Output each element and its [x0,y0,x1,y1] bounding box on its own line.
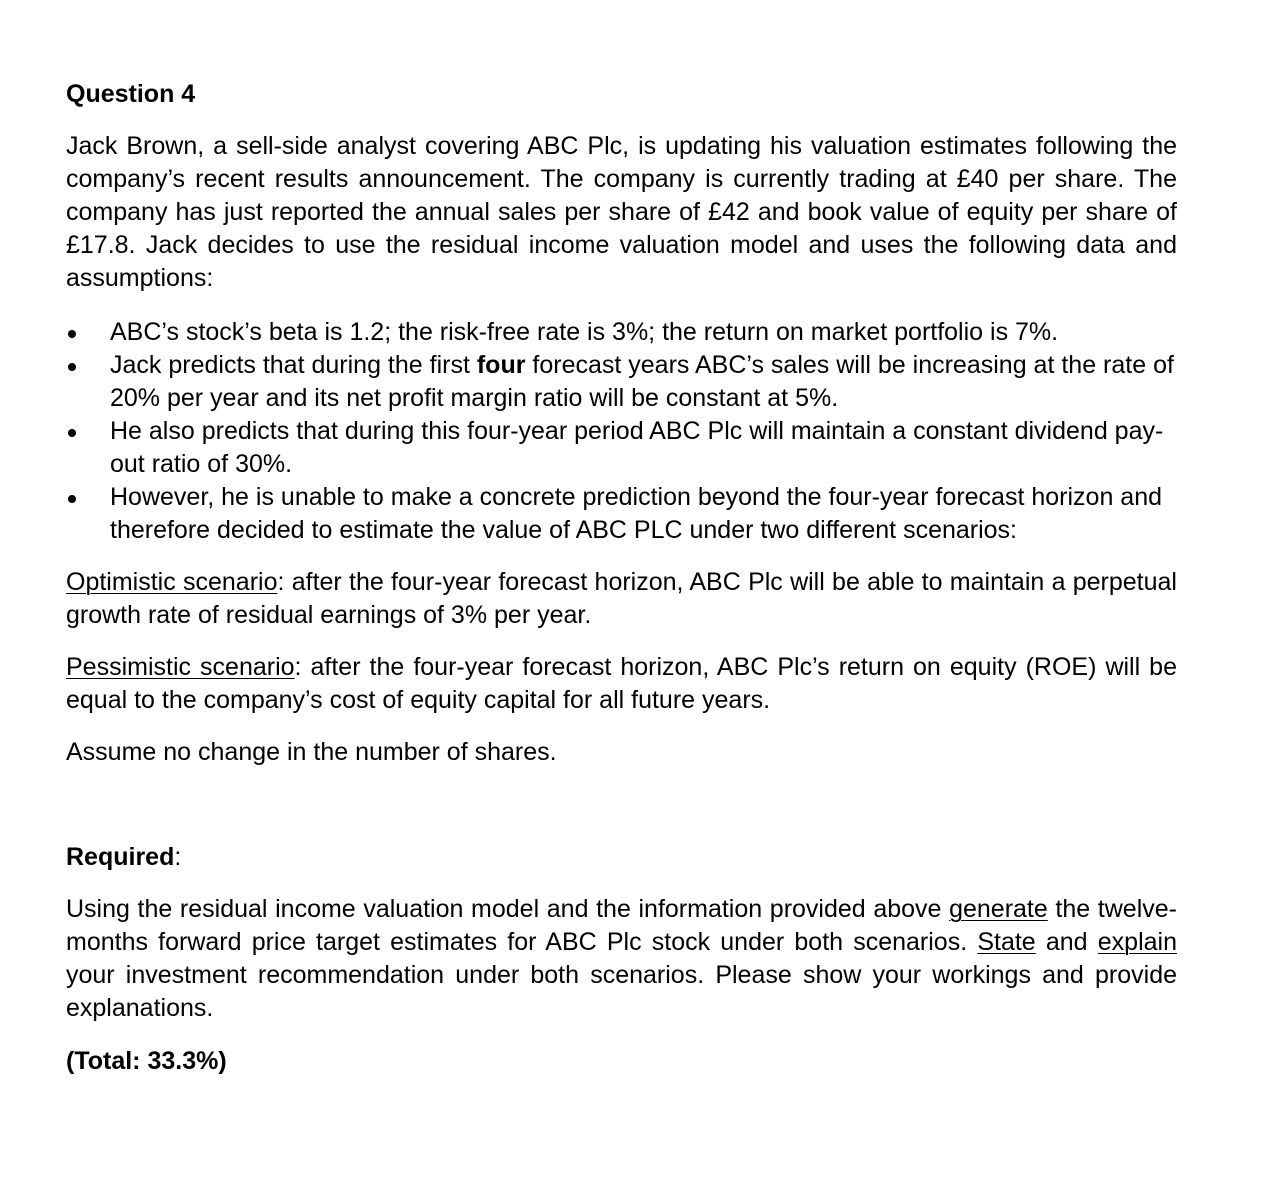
assumption-sales-growth-pre: Jack predicts that during the first [110,351,477,379]
required-text-4: your investment recommendation under both scenarios. Please show your workings and provide explanations. [66,961,1177,1022]
pessimistic-scenario [66,651,1177,717]
required-heading [66,841,1177,874]
assumption-sales-growth-post: forecast years ABC’s sales will be increasing at the rate of 20% per year and its net profit margin ratio will be constant at 5%. [110,351,1174,412]
question-document [66,78,1177,1078]
assumptions-list [66,316,1177,547]
optimistic-scenario [66,566,1177,632]
bullet-icon [68,495,76,503]
pessimistic-scenario-text: : after the four-year forecast horizon, ABC Plc’s return on equity (ROE) will be equal to the company’s cost of equity capital for all future years. [66,653,1177,714]
required-text-2: the twelve-months forward price target estimates for ABC Plc stock under both scenarios. [66,895,1177,956]
assumption-payout: He also predicts that during this four-year period ABC Plc will maintain a constant dividend pay-out ratio of 30%. [110,417,1164,478]
required-paragraph [66,893,1177,1025]
assumption-sales-growth-bold: four [476,351,526,379]
required-heading-label: Required [66,843,175,871]
list-item [66,349,1177,415]
intro-paragraph: Jack Brown, a sell-side analyst covering ABC Plc, is updating his valuation estimates following the company’s recent results announcement. The company is currently trading at £40 per share. The company has just reported the annual sales per share of £42 and book value of equity per share of £17.8. Jack decides to use the residual income valuation model and uses the following data and assumptions: [66,132,1177,292]
assumption-beta: ABC’s stock’s beta is 1.2; the risk-free rate is 3%; the return on market portfolio is 7%. [110,318,1059,346]
required-text-3: and [1035,928,1098,956]
required-underline-state: State [977,928,1036,956]
optimistic-scenario-label: Optimistic scenario [66,568,278,596]
bullet-icon [68,363,76,371]
assumption-scenarios: However, he is unable to make a concrete prediction beyond the four-year forecast horizon and therefore decided to estimate the value of ABC PLC under two different scenarios: [110,483,1163,544]
question-title: Question 4 [66,80,196,108]
list-item [66,481,1177,547]
required-text-1: Using the residual income valuation model and the information provided above [66,895,950,923]
required-underline-generate: generate [949,895,1048,923]
total-marks: (Total: 33.3%) [66,1047,227,1075]
pessimistic-scenario-label: Pessimistic scenario [66,653,295,681]
optimistic-scenario-text: : after the four-year forecast horizon, ABC Plc will be able to maintain a perpetual growth rate of residual earnings of 3% per year. [66,568,1177,629]
list-item [66,415,1177,481]
list-item [66,316,1177,349]
required-heading-colon: : [174,843,182,871]
shares-assumption: Assume no change in the number of shares. [66,738,557,766]
bullet-icon [68,330,76,338]
bullet-icon [68,429,76,437]
required-underline-explain: explain [1097,928,1177,956]
